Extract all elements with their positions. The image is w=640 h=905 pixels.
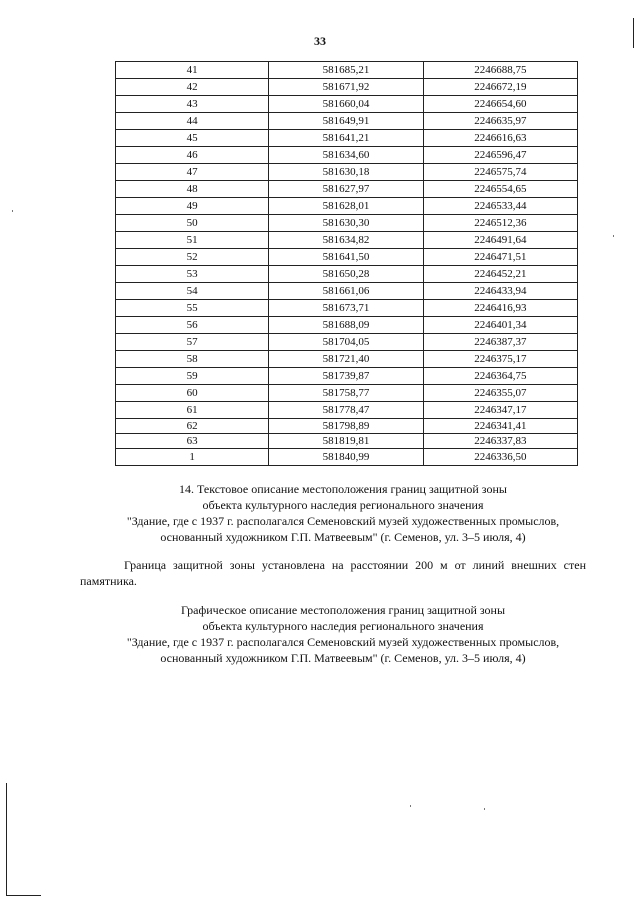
y-coordinate-cell: 2246364,75 <box>423 368 577 385</box>
table-row <box>116 232 578 249</box>
x-coordinate-cell: 581778,47 <box>269 402 423 419</box>
point-number-cell: 45 <box>116 130 269 147</box>
y-coordinate-cell: 2246616,63 <box>423 130 577 147</box>
point-number-cell: 56 <box>116 317 269 334</box>
section-14-line-1: 14. Текстовое описание местоположения границ защитной зоны <box>179 482 507 496</box>
x-coordinate-cell: 581627,97 <box>269 181 423 198</box>
table-row <box>116 113 578 130</box>
x-coordinate-cell: 581840,99 <box>269 449 423 466</box>
x-coordinate-cell: 581641,21 <box>269 130 423 147</box>
graphic-description-heading <box>80 602 606 666</box>
y-coordinate-cell: 2246416,93 <box>423 300 577 317</box>
y-coordinate-cell: 2246336,50 <box>423 449 577 466</box>
x-coordinate-cell: 581688,09 <box>269 317 423 334</box>
y-coordinate-cell: 2246672,19 <box>423 79 577 96</box>
point-number-cell: 44 <box>116 113 269 130</box>
x-coordinate-cell: 581630,18 <box>269 164 423 181</box>
point-number-cell: 41 <box>116 62 269 79</box>
point-number-cell: 42 <box>116 79 269 96</box>
table-row <box>116 62 578 79</box>
table-row <box>116 283 578 300</box>
x-coordinate-cell: 581758,77 <box>269 385 423 402</box>
table-row <box>116 215 578 232</box>
graphic-line-1: Графическое описание местоположения границ защитной зоны <box>180 603 506 617</box>
y-coordinate-cell: 2246355,07 <box>423 385 577 402</box>
point-number-cell: 55 <box>116 300 269 317</box>
section-14-line-4: основанный художником Г.П. Матвеевым" (г. Семенов, ул. 3–5 июля, 4) <box>160 530 526 544</box>
section-14-heading <box>80 481 606 545</box>
y-coordinate-cell: 2246596,47 <box>423 147 577 164</box>
table-row <box>116 300 578 317</box>
x-coordinate-cell: 581649,91 <box>269 113 423 130</box>
scan-edge-right <box>633 18 634 48</box>
graphic-line-3: "Здание, где с 1937 г. располагался Семеновский музей художественных промыслов, <box>126 635 560 649</box>
x-coordinate-cell: 581671,92 <box>269 79 423 96</box>
scan-speck <box>12 210 13 212</box>
point-number-cell: 1 <box>116 449 269 466</box>
scan-speck <box>484 808 485 810</box>
y-coordinate-cell: 2246375,17 <box>423 351 577 368</box>
point-number-cell: 58 <box>116 351 269 368</box>
x-coordinate-cell: 581634,82 <box>269 232 423 249</box>
table-row <box>116 164 578 181</box>
x-coordinate-cell: 581819,81 <box>269 434 423 449</box>
coordinates-table <box>115 61 578 466</box>
point-number-cell: 57 <box>116 334 269 351</box>
x-coordinate-cell: 581798,89 <box>269 419 423 434</box>
y-coordinate-cell: 2246337,83 <box>423 434 577 449</box>
scan-speck <box>410 805 411 807</box>
point-number-cell: 50 <box>116 215 269 232</box>
x-coordinate-cell: 581673,71 <box>269 300 423 317</box>
y-coordinate-cell: 2246554,65 <box>423 181 577 198</box>
y-coordinate-cell: 2246491,64 <box>423 232 577 249</box>
table-row <box>116 402 578 419</box>
table-row <box>116 147 578 164</box>
x-coordinate-cell: 581739,87 <box>269 368 423 385</box>
table-row <box>116 449 578 466</box>
scan-speck <box>613 235 614 237</box>
page-number: 33 <box>314 34 326 48</box>
y-coordinate-cell: 2246471,51 <box>423 249 577 266</box>
point-number-cell: 62 <box>116 419 269 434</box>
y-coordinate-cell: 2246452,21 <box>423 266 577 283</box>
graphic-line-4: основанный художником Г.П. Матвеевым" (г. Семенов, ул. 3–5 июля, 4) <box>160 651 526 665</box>
scan-edge-left <box>6 783 7 896</box>
table-row <box>116 266 578 283</box>
table-row <box>116 334 578 351</box>
section-14-line-3: "Здание, где с 1937 г. располагался Семеновский музей художественных промыслов, <box>126 514 560 528</box>
table-row <box>116 96 578 113</box>
y-coordinate-cell: 2246341,41 <box>423 419 577 434</box>
y-coordinate-cell: 2246688,75 <box>423 62 577 79</box>
table-row <box>116 79 578 96</box>
x-coordinate-cell: 581661,06 <box>269 283 423 300</box>
y-coordinate-cell: 2246654,60 <box>423 96 577 113</box>
x-coordinate-cell: 581641,50 <box>269 249 423 266</box>
point-number-cell: 53 <box>116 266 269 283</box>
section-14-line-2: объекта культурного наследия регионального значения <box>202 498 484 512</box>
table-row <box>116 368 578 385</box>
table-row <box>116 249 578 266</box>
graphic-line-2: объекта культурного наследия регионального значения <box>202 619 484 633</box>
point-number-cell: 49 <box>116 198 269 215</box>
boundary-paragraph: Граница защитной зоны установлена на расстоянии 200 м от линий внешних стен памятника. <box>80 558 586 588</box>
x-coordinate-cell: 581685,21 <box>269 62 423 79</box>
point-number-cell: 51 <box>116 232 269 249</box>
table-row <box>116 419 578 434</box>
point-number-cell: 59 <box>116 368 269 385</box>
scan-edge-bottom <box>6 895 41 896</box>
y-coordinate-cell: 2246347,17 <box>423 402 577 419</box>
point-number-cell: 48 <box>116 181 269 198</box>
table-row <box>116 317 578 334</box>
point-number-cell: 60 <box>116 385 269 402</box>
point-number-cell: 43 <box>116 96 269 113</box>
y-coordinate-cell: 2246401,34 <box>423 317 577 334</box>
x-coordinate-cell: 581660,04 <box>269 96 423 113</box>
y-coordinate-cell: 2246575,74 <box>423 164 577 181</box>
x-coordinate-cell: 581628,01 <box>269 198 423 215</box>
table-row <box>116 434 578 449</box>
point-number-cell: 47 <box>116 164 269 181</box>
y-coordinate-cell: 2246433,94 <box>423 283 577 300</box>
table-row <box>116 198 578 215</box>
table-row <box>116 130 578 147</box>
point-number-cell: 54 <box>116 283 269 300</box>
point-number-cell: 52 <box>116 249 269 266</box>
x-coordinate-cell: 581630,30 <box>269 215 423 232</box>
point-number-cell: 61 <box>116 402 269 419</box>
y-coordinate-cell: 2246387,37 <box>423 334 577 351</box>
point-number-cell: 63 <box>116 434 269 449</box>
table-row <box>116 351 578 368</box>
table-row <box>116 385 578 402</box>
coordinates-table-body <box>116 62 578 466</box>
point-number-cell: 46 <box>116 147 269 164</box>
x-coordinate-cell: 581650,28 <box>269 266 423 283</box>
x-coordinate-cell: 581721,40 <box>269 351 423 368</box>
y-coordinate-cell: 2246512,36 <box>423 215 577 232</box>
x-coordinate-cell: 581634,60 <box>269 147 423 164</box>
x-coordinate-cell: 581704,05 <box>269 334 423 351</box>
y-coordinate-cell: 2246635,97 <box>423 113 577 130</box>
table-row <box>116 181 578 198</box>
y-coordinate-cell: 2246533,44 <box>423 198 577 215</box>
